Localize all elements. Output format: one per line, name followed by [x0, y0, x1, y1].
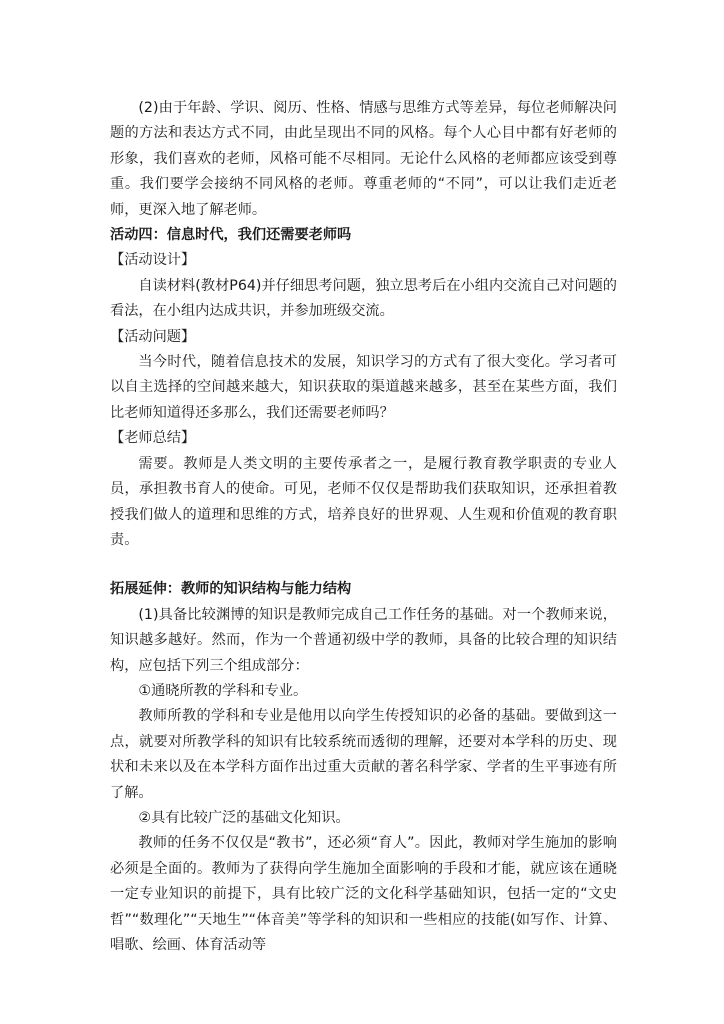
teacher-summary-text: 需要。教师是人类文明的主要传承者之一，是履行教育教学职责的专业人员，承担教书育人的使命。可见，老师不仅仅是帮助我们获取知识，还承担着教授我们做人的道理和思维的方式，培养良好的世界观、人生观和价值观的教育职责。 [110, 455, 617, 548]
item-one-text: 教师所教的学科和专业是他用以向学生传授知识的必备的基础。要做到这一点，就要对所教学科的知识有比较系统而透彻的理解，还要对本学科的历史、现状和未来以及在本学科方面作出过重大贡献的著名科学家、学者的生平事迹有所了解。 [110, 708, 617, 801]
extension-heading: 拓展延伸：教师的知识结构与能力结构 [110, 581, 352, 598]
paragraph-teacher-styles: (2)由于年龄、学识、阅历、性格、情感与思维方式等差异，每位老师解决问题的方法和表达方式不同，由此呈现出不同的风格。每个人心目中都有好老师的形象，我们喜欢的老师，风格可能不尽相同。无论什么风格的老师都应该受到尊重。我们要学会接纳不同风格的老师。尊重老师的“不同”，可以让我们走近老师，更深入地了解老师。 [110, 100, 617, 218]
activity-four-heading: 活动四：信息时代，我们还需要老师吗 [110, 227, 352, 244]
activity-design-text: 自读材料(教材P64)并仔细思考问题，独立思考后在小组内交流自己对问题的看法，在小组内达成共识，并参加班级交流。 [110, 277, 617, 320]
extension-paragraph-knowledge: (1)具备比较渊博的知识是教师完成自己工作任务的基础。对一个教师来说，知识越多越好。然而，作为一个普通初级中学的教师，具备的比较合理的知识结构，应包括下列三个组成部分： [110, 606, 617, 674]
item-one-label: ①通晓所教的学科和专业。 [138, 682, 308, 699]
activity-design-label: 【活动设计】 [110, 252, 196, 269]
activity-question-text: 当今时代，随着信息技术的发展，知识学习的方式有了很大变化。学习者可以自主选择的空间越来越大，知识获取的渠道越来越多，甚至在某些方面，我们比老师知道得还多那么，我们还需要老师吗？ [110, 354, 617, 421]
item-two-label: ②具有比较广泛的基础文化知识。 [138, 809, 350, 826]
section-spacer [110, 553, 617, 577]
item-two-text: 教师的任务不仅仅是“教书”，还必须“育人”。因此，教师对学生施加的影响必须是全面的。教师为了获得向学生施加全面影响的手段和才能，就应该在通晓一定专业知识的前提下，具有比较广泛的文化科学基础知识，包括一定的“文史哲”“数理化”“天地生”“体音美”等学科的知识和一些相应的技能(如写作、计算、唱歌、绘画、体育活动等 [110, 835, 617, 953]
activity-question-label: 【活动问题】 [110, 328, 196, 345]
document-body [110, 96, 617, 958]
teacher-summary-label: 【老师总结】 [110, 430, 196, 447]
